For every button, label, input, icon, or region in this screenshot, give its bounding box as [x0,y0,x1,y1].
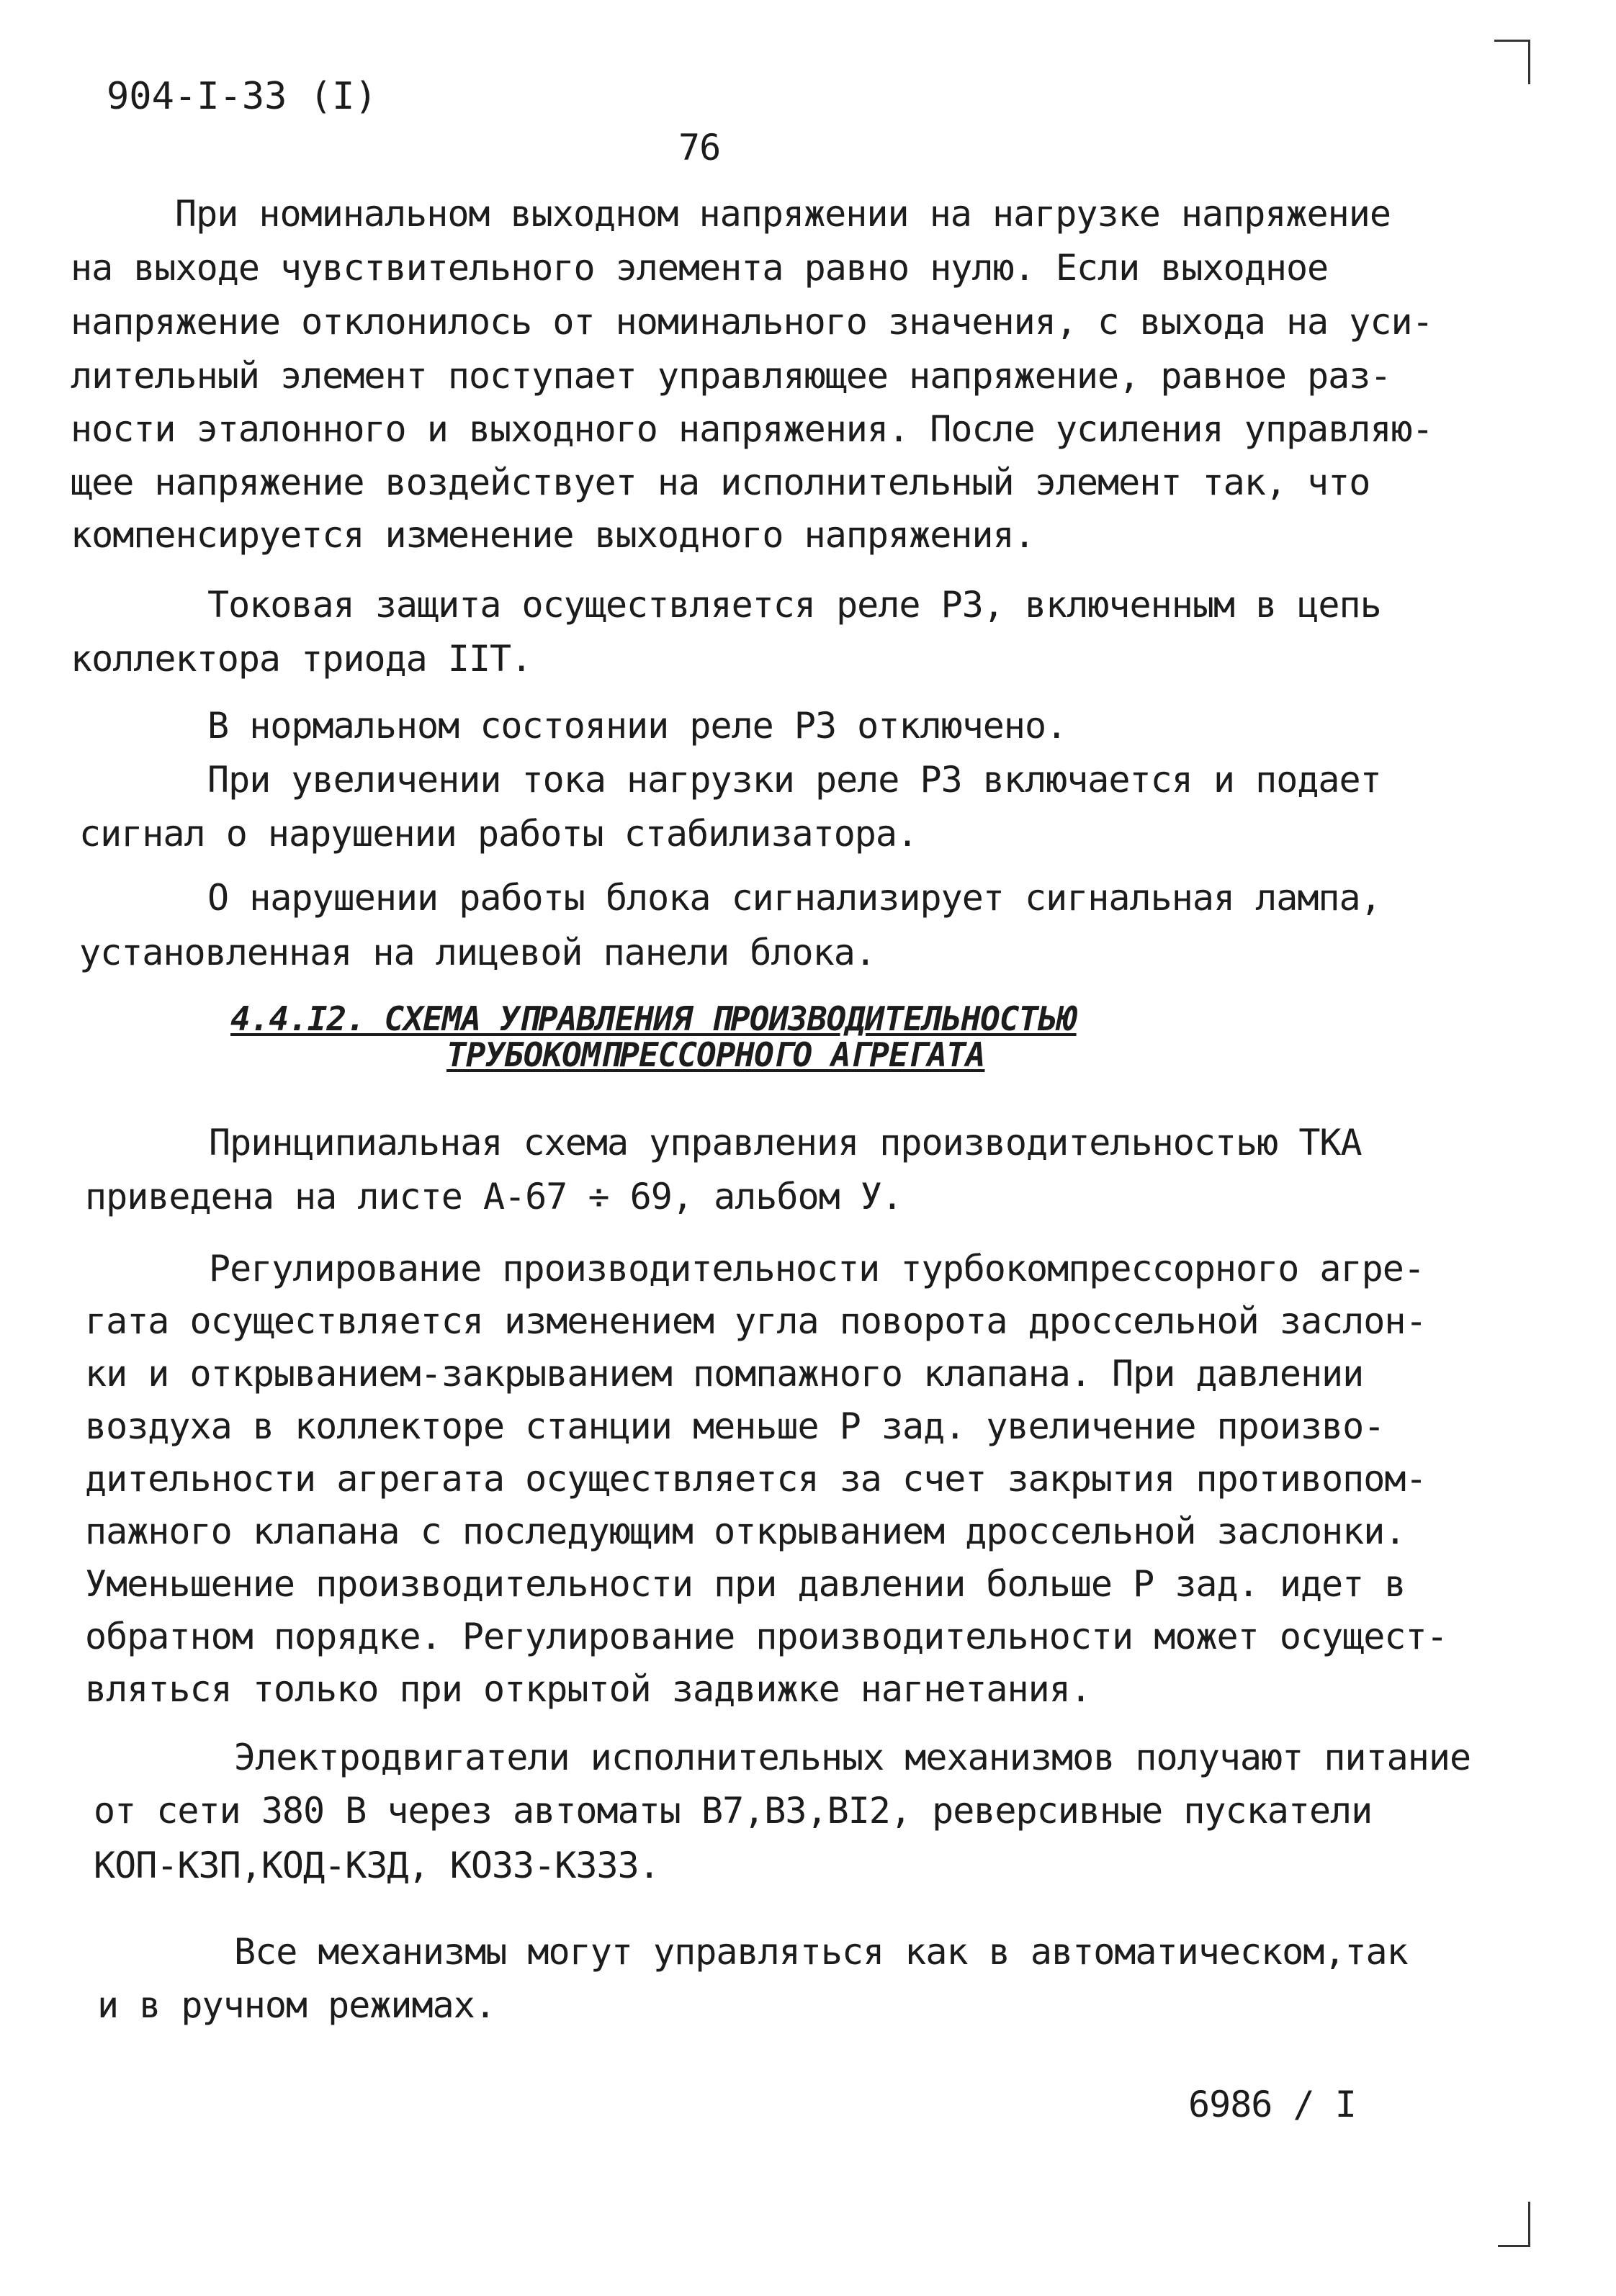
section-line: обратном порядке. Регулирование производительности может осущест- [85,1616,1447,1657]
section-line: от сети 380 В через автоматы В7,В3,ВI2, реверсивные пускатели [94,1790,1373,1832]
body-line: напряжение отклонилось от номинального значения, с выхода на уси- [71,301,1433,343]
body-line: В нормальном состоянии реле Р3 отключено. [207,705,1067,747]
section-line: гата осуществляется изменением угла поворота дроссельной заслон- [85,1300,1427,1342]
section-line: Принципиальная схема управления производительностью ТКА [209,1122,1362,1163]
sheet-number: 6986 / I [1188,2084,1356,2125]
section-line: КОП-К3П,КОД-К3Д, КО33-К333. [94,1845,660,1886]
section-line: приведена на листе А-67 ÷ 69, альбом У. [85,1176,902,1217]
section-line: дительности агрегата осуществляется за счет закрытия противопом- [85,1458,1427,1500]
section-line: пажного клапана с последующим открыванием дроссельной заслонки. [85,1511,1406,1552]
body-line: При номинальном выходном напряжении на нагрузке напряжение [175,193,1391,235]
section-heading-line-2: ТРУБОКОМПРЕССОРНОГО АГРЕГАТА [446,1035,985,1074]
section-heading-line-1: 4.4.I2. СХЕМА УПРАВЛЕНИЯ ПРОИЗВОДИТЕЛЬНОСТЬЮ [230,999,1077,1038]
body-line: сигнал о нарушении работы стабилизатора. [79,813,918,855]
section-line: Электродвигатели исполнительных механизмов получают питание [234,1737,1471,1778]
body-line: О нарушении работы блока сигнализирует сигнальная лампа, [207,877,1381,919]
corner-mark-bottom-v [1528,2202,1530,2247]
body-line: При увеличении тока нагрузки реле Р3 включается и подает [207,759,1381,801]
body-line: ности эталонного и выходного напряжения. После усиления управляю- [71,408,1433,450]
section-line: Уменьшение производительности при давлении больше Р зад. идет в [85,1563,1406,1605]
body-line: установленная на лицевой панели блока. [79,932,876,973]
corner-mark-bottom-h [1498,2245,1530,2247]
body-line: коллектора триода IIТ. [71,638,532,680]
document-code: 904-I-33 (I) [107,75,377,118]
section-line: и в ручном режимах. [97,1984,495,2026]
section-line: воздуха в коллекторе станции меньше Р зад. увеличение произво- [85,1405,1385,1447]
corner-mark-top-h [1494,40,1530,42]
corner-mark-top-v [1528,40,1530,84]
body-line: лительный элемент поступает управляющее напряжение, равное раз- [71,355,1391,397]
section-line: Регулирование производительности турбокомпрессорного агре- [209,1248,1424,1289]
body-line: Токовая защита осуществляется реле Р3, включенным в цепь [207,584,1381,626]
body-line: компенсируется изменение выходного напряжения. [71,514,1035,556]
page-number: 76 [678,127,721,168]
body-line: щее напряжение воздействует на исполнительный элемент так, что [71,462,1370,503]
section-line: Все механизмы могут управляться как в автоматическом,так [234,1931,1408,1973]
body-line: на выходе чувствительного элемента равно нулю. Если выходное [71,247,1329,289]
section-line: вляться только при открытой задвижке нагнетания. [85,1668,1091,1710]
section-line: ки и открыванием-закрыванием помпажного клапана. При давлении [85,1353,1364,1395]
